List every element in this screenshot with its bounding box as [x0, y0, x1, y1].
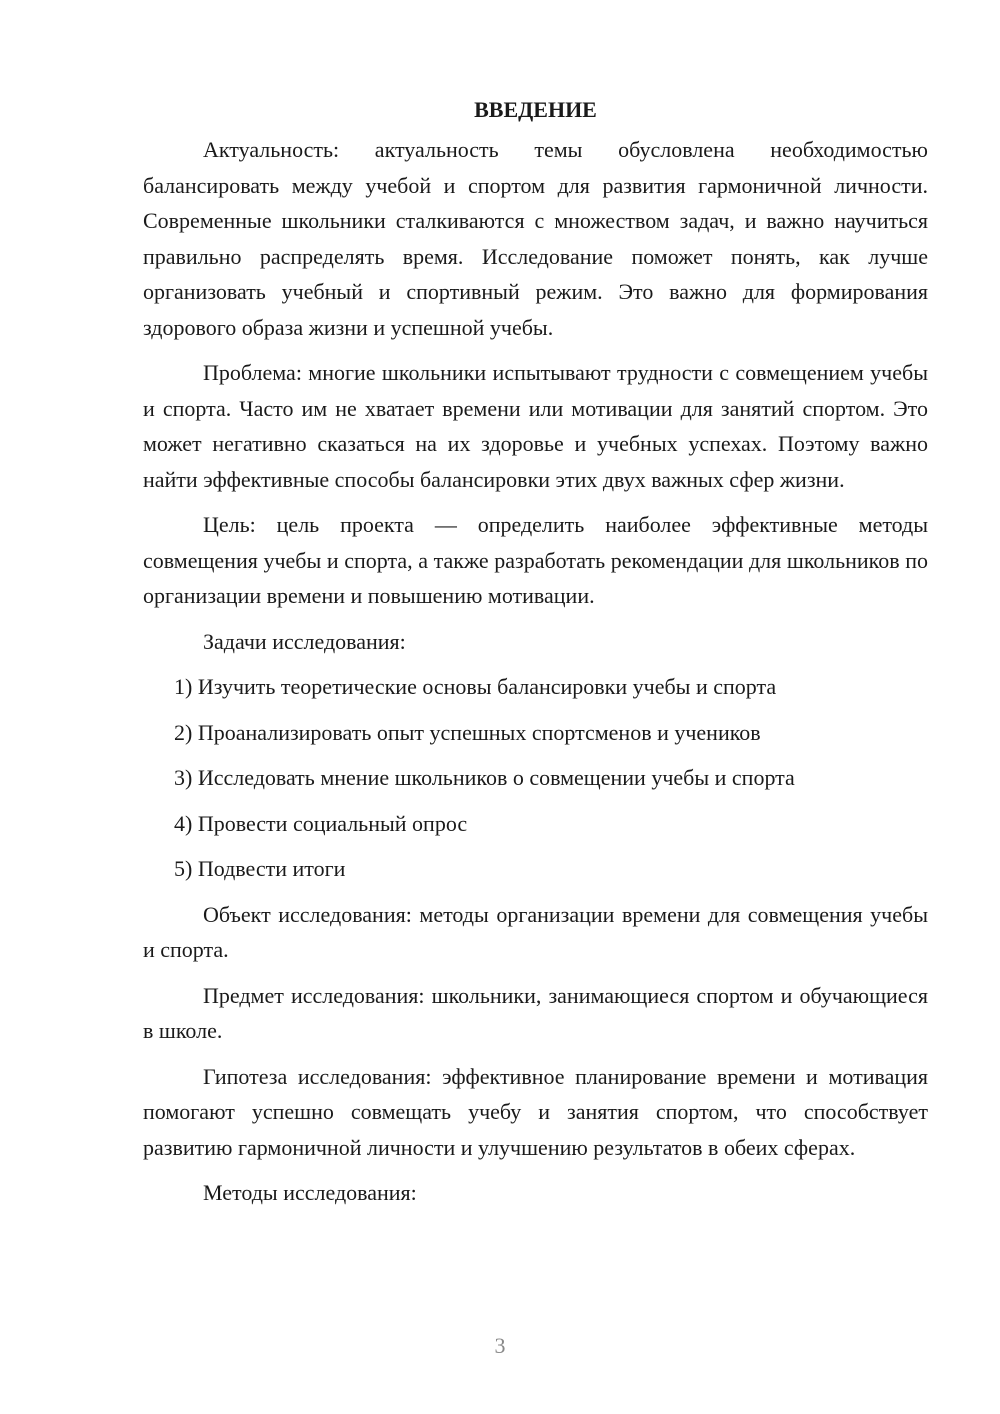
paragraph-relevance: Актуальность: актуальность темы обусловлена необходимостью балансировать между учебой и спортом для развития гармоничной личности. Современные школьники сталкиваются с множеством задач, и важно научиться правильно распределять время. Исследование поможет понять, как лучше организовать учебный и спортивный режим. Это важно для формирования здорового образа жизни и успешной учебы.	[143, 137, 928, 340]
page-title: ВВЕДЕНИЕ	[474, 97, 597, 122]
tasks-list	[143, 669, 928, 887]
page-number: 3	[494, 1333, 506, 1358]
tasks-intro: Задачи исследования:	[203, 628, 406, 654]
methods-intro: Методы исследования:	[203, 1180, 417, 1205]
list-item: 2) Проанализировать опыт успешных спортсменов и учеников	[174, 719, 761, 745]
document-page	[143, 92, 928, 1221]
list-item: 3) Исследовать мнение школьников о совмещении учебы и спорта	[174, 765, 795, 790]
list-item: 1) Изучить теоретические основы балансировки учебы и спорта	[174, 674, 777, 699]
paragraph-problem: Проблема: многие школьники испытывают трудности с совмещением учебы и спорта. Часто им не хватает времени или мотивации для занятий спортом. Это может негативно сказаться на их здоровье и учебных успехах. Поэтому важно найти эффективные способы балансировки этих двух важных сфер жизни.	[143, 360, 928, 492]
paragraph-goal: Цель: цель проекта — определить наиболее эффективные методы совмещения учебы и спорта, а также разработать рекомендации для школьников по организации времени и повышению мотивации.	[143, 512, 928, 608]
paragraph-subject: Предмет исследования: школьники, занимающиеся спортом и обучающиеся в школе.	[143, 982, 928, 1043]
list-item: 5) Подвести итоги	[174, 856, 346, 881]
paragraph-hypothesis: Гипотеза исследования: эффективное планирование времени и мотивация помогают успешно совмещать учебу и занятия спортом, что способствует развитию гармоничной личности и улучшению результатов в обеих сферах.	[143, 1063, 928, 1160]
list-item: 4) Провести социальный опрос	[174, 810, 468, 836]
paragraph-object: Объект исследования: методы организации времени для совмещения учебы и спорта.	[143, 901, 928, 962]
